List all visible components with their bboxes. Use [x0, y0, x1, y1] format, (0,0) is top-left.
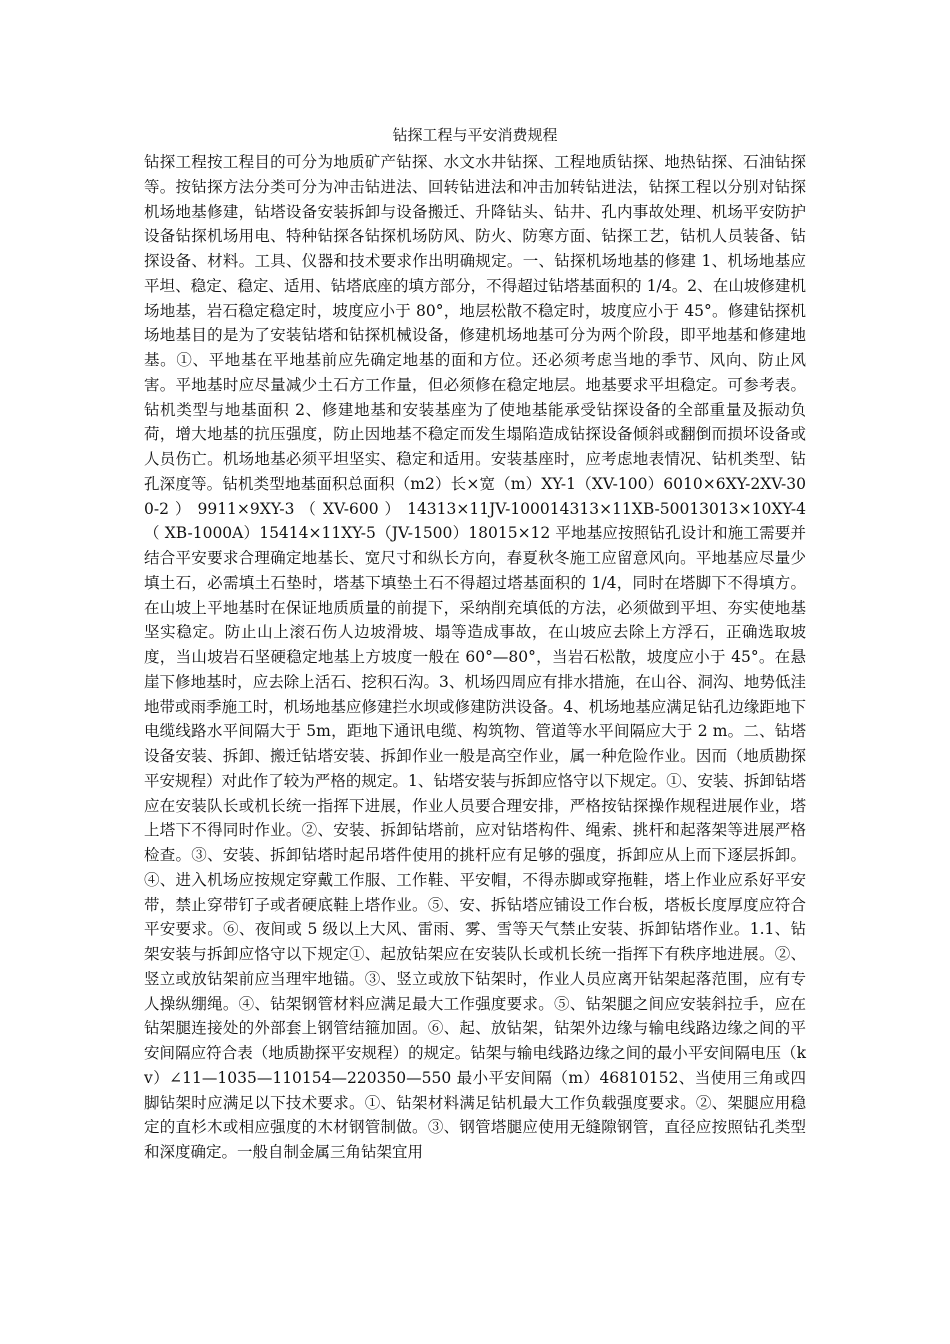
document-body-paragraph: 钻探工程按工程目的可分为地质矿产钻探、水文水井钻探、工程地质钻探、地热钻探、石油钻探等。按钻探方法分类可分为冲击钻进法、回转钻进法和冲击加转钻进法，钻探工程以分别对钻探机场地基修建，钻塔设备安装拆卸与设备搬迁、升降钻头、钻井、孔内事故处理、机场平安防护设备钻探机场用电、特种钻探各钻探机场防风、防火、防寒方面、钻探工艺，钻机人员装备、钻探设备、材料。工具、仪器和技术要求作出明确规定。一、钻探机场地基的修建 1、机场地基应平坦、稳定、稳定、适用、钻塔底座的填方部分，不得超过钻塔基面积的 1/4。2、在山坡修建机场地基，岩石稳定稳定时，坡度应小于 80°，地层松散不稳定时，坡度应小于 45°。修建钻探机场地基目的是为了安装钻塔和钻探机械设备，修建机场地基可分为两个阶段，即平地基和修建地基。①、平地基在平地基前应先确定地基的面和方位。还必须考虑当地的季节、风向、防止风害。平地基时应尽量减少土石方工作量，但必须修在稳定地层。地基要求平坦稳定。可参考表。钻机类型与地基面积 2、修建地基和安装基座为了使地基能承受钻探设备的全部重量及振动负荷，增大地基的抗压强度，防止因地基不稳定而发生塌陷造成钻探设备倾斜或翻倒而损坏设备或人员伤亡。机场地基必须平坦坚实、稳定和适用。安装基座时，应考虑地表情况、钻机类型、钻孔深度等。钻机类型地基面积总面积（m2）长×宽（m）XY-1（XV-100）6010×6XY-2XV-300-2 ） 9911×9XY-3 （ XV-600 ） 14313×11JV-100014313×11XB-50013013×10XY-4 （ XB-1000A）15414×11XY-5（JV-1500）18015×12 平地基应按照钻孔设计和施工需要并结合平安要求合理确定地基长、宽尺寸和纵长方向，春夏秋冬施工应留意风向。平地基应尽量少填土石，必需填土石垫时，塔基下填垫土石不得超过塔基面积的 1/4，同时在塔脚下不得填方。在山坡上平地基时在保证地质质量的前提下，采纳削充填低的方法，必须做到平坦、夯实使地基坚实稳定。防止山上滚石伤人边坡滑坡、塌等造成事故，在山坡应去除上方浮石，正确选取坡度，当山坡岩石坚硬稳定地基上方坡度一般在 60°—80°，当岩石松散，坡度应小于 45°。在悬崖下修地基时，应去除上活石、挖积石沟。3、机场四周应有排水措施，在山谷、洞沟、地势低洼地带或雨季施工时，机场地基应修建拦水坝或修建防洪设备。4、机场地基应满足钻孔边缘距地下电缆线路水平间隔大于 5m，距地下通讯电缆、构筑物、管道等水平间隔应大于 2 m。二、钻塔设备安装、拆卸、搬迁钻塔安装、拆卸作业一般是高空作业，属一种危险作业。因而（地质勘探平安规程）对此作了较为严格的规定。1、钻塔安装与拆卸应恪守以下规定。①、安装、拆卸钻塔应在安装队长或机长统一指挥下进展，作业人员要合理安排，严格按钻探操作规程进展作业，塔上塔下不得同时作业。②、安装、拆卸钻塔前，应对钻塔构件、绳索、挑杆和起落架等进展严格检查。③、安装、拆卸钻塔时起吊塔件使用的挑杆应有足够的强度，拆卸应从上而下逐层拆卸。④、进入机场应按规定穿戴工作服、工作鞋、平安帽，不得赤脚或穿拖鞋，塔上作业应系好平安带，禁止穿带钉子或者硬底鞋上塔作业。⑤、安、拆钻塔应铺设工作台板，塔板长度厚度应符合平安要求。⑥、夜间或 5 级以上大风、雷雨、雾、雪等天气禁止安装、拆卸钻塔作业。1.1、钻架安装与拆卸应恪守以下规定①、起放钻架应在安装队长或机长统一指挥下有秩序地进展。②、竖立或放钻架前应当理牢地锚。③、竖立或放下钻架时，作业人员应离开钻架起落范围，应有专人操纵绷绳。④、钻架钢管材料应满足最大工作强度要求。⑤、钻架腿之间应安装斜拉手，应在钻架腿连接处的外部套上钢管结箍加固。⑥、起、放钻架，钻架外边缘与输电线路边缘之间的平安间隔应符合表（地质勘探平安规程）的规定。钻架与输电线路边缘之间的最小平安间隔电压（kv）∠11—1035—110154—220350—550 最小平安间隔（m）46810152、当使用三角或四脚钻架时应满足以下技术要求。①、钻架材料满足钻机最大工作负载强度要求。②、架腿应用稳定的直杉木或相应强度的木材钢管制做。③、钢管塔腿应使用无缝隙钢管，直径应按照钻孔类型和深度确定。一般自制金属三角钻架宜用 [144, 153, 806, 1161]
document-title: 钻探工程与平安消费规程 [392, 126, 558, 144]
